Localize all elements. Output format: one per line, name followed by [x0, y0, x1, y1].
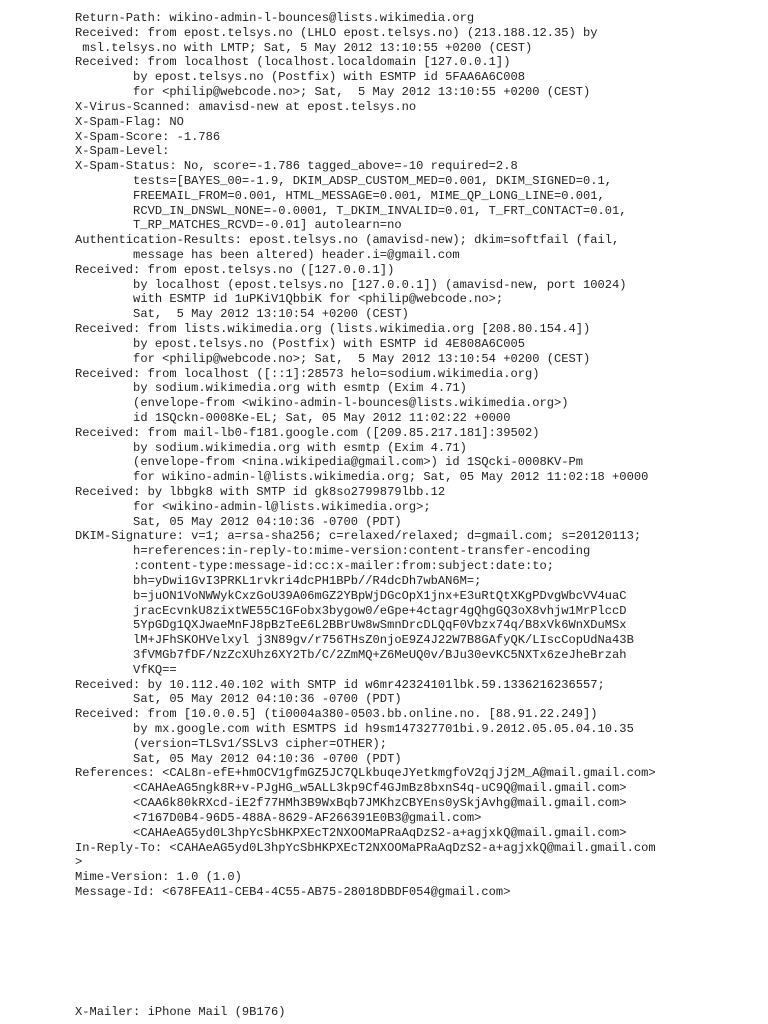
header-line: X-Spam-Score: -1.786 [75, 129, 221, 144]
header-line: Mime-Version: 1.0 (1.0) [75, 870, 242, 885]
header-line: Received: from localhost (localhost.localdomain [127.0.0.1]) [75, 55, 511, 70]
header-line: (envelope-from <wikino-admin-l-bounces@lists.wikimedia.org>) [75, 396, 569, 411]
header-line: by localhost (epost.telsys.no [127.0.0.1]) (amavisd-new, port 10024) [75, 277, 627, 292]
header-line: <7167D0B4-96D5-488A-8629-AF266391E0B3@gmail.com> [75, 810, 482, 825]
header-line: Received: from [10.0.0.5] (ti0004a380-0503.bb.online.no. [88.91.22.249]) [75, 707, 598, 722]
header-line: :content-type:message-id:cc:x-mailer:from:subject:date:to; [75, 559, 554, 574]
header-line: Sat, 05 May 2012 04:10:36 -0700 (PDT) [75, 692, 402, 707]
header-line: by sodium.wikimedia.org with esmtp (Exim 4.71) [75, 381, 467, 396]
header-line: Message-Id: <678FEA11-CEB4-4C55-AB75-28018DBDF054@gmail.com> [75, 884, 511, 899]
header-line: by sodium.wikimedia.org with esmtp (Exim 4.71) [75, 440, 467, 455]
header-line: Received: by 10.112.40.102 with SMTP id w6mr42324101lbk.59.1336216236557; [75, 677, 605, 692]
header-line: Received: from localhost ([::1]:28573 helo=sodium.wikimedia.org) [75, 366, 540, 381]
header-line: <CAA6k80kRXcd-iE2f77HMh3B9WxBqb7JMKhzCBYEns0ySkjAvhg@mail.gmail.com> [75, 796, 627, 811]
header-line: Received: from epost.telsys.no ([127.0.0.1]) [75, 262, 395, 277]
header-line: DKIM-Signature: v=1; a=rsa-sha256; c=relaxed/relaxed; d=gmail.com; s=20120113; [75, 529, 642, 544]
header-line: <CAHAeAG5yd0L3hpYcSbHKPXEcT2NXOOMaPRaAqDzS2-a+agjxkQ@mail.gmail.com> [75, 825, 627, 840]
header-line: for <philip@webcode.no>; Sat, 5 May 2012 13:10:54 +0200 (CEST) [75, 351, 591, 366]
header-line: Authentication-Results: epost.telsys.no (amavisd-new); dkim=softfail (fail, [75, 233, 620, 248]
header-line: Sat, 5 May 2012 13:10:54 +0200 (CEST) [75, 307, 409, 322]
header-line: Received: from mail-lb0-f181.google.com ([209.85.217.181]:39502) [75, 425, 540, 440]
header-line: message has been altered) header.i=@gmail.com [75, 248, 460, 262]
header-line: (envelope-from <nina.wikipedia@gmail.com>) id 1SQcki-0008KV-Pm [75, 455, 584, 470]
header-line: Sat, 05 May 2012 04:10:36 -0700 (PDT) [75, 514, 402, 529]
header-line: msl.telsys.no with LMTP; Sat, 5 May 2012 13:10:55 +0200 (CEST) [75, 40, 533, 55]
header-line: Return-Path: wikino-admin-l-bounces@lists.wikimedia.org [75, 11, 475, 25]
header-line: by epost.telsys.no (Postfix) with ESMTP id 5FAA6A6C008 [75, 70, 525, 85]
header-line: for <philip@webcode.no>; Sat, 5 May 2012 13:10:55 +0200 (CEST) [75, 85, 591, 100]
header-line: h=references:in-reply-to:mime-version:content-transfer-encoding [75, 544, 591, 559]
header-line: tests=[BAYES_00=-1.9, DKIM_ADSP_CUSTOM_MED=0.001, DKIM_SIGNED=0.1, [75, 173, 613, 188]
header-line: X-Virus-Scanned: amavisd-new at epost.telsys.no [75, 99, 417, 114]
header-line: Sat, 05 May 2012 04:10:36 -0700 (PDT) [75, 751, 402, 766]
header-line: Received: from epost.telsys.no (LHLO epost.telsys.no) (213.188.12.35) by [75, 25, 598, 40]
header-line: FREEMAIL_FROM=0.001, HTML_MESSAGE=0.001, MIME_QP_LONG_LINE=0.001, [75, 188, 605, 203]
header-line: T_RP_MATCHES_RCVD=-0.01] autolearn=no [75, 218, 402, 233]
header-line: 5YpGDg1QXJwaeMnFJ8pBzTeE6L2BBrUw8wSmnDrcDLQqF0Vbzx74q/B8xVk6WnXDuMSx [75, 618, 627, 633]
email-raw-headers [75, 11, 760, 900]
x-mailer-header-line: X-Mailer: iPhone Mail (9B176) [75, 1005, 286, 1019]
header-line: In-Reply-To: <CAHAeAG5yd0L3hpYcSbHKPXEcT2NXOOMaPRaAqDzS2-a+agjxkQ@mail.gmail.com [75, 840, 656, 855]
header-line: id 1SQckn-0008Ke-EL; Sat, 05 May 2012 11:02:22 +0000 [75, 410, 511, 425]
header-line: VfKQ== [75, 662, 177, 677]
header-line: X-Spam-Flag: NO [75, 114, 184, 129]
header-line: Received: by lbbgk8 with SMTP id gk8so2799879lbb.12 [75, 485, 446, 499]
header-line: by epost.telsys.no (Postfix) with ESMTP id 4E808A6C005 [75, 336, 525, 351]
header-line: by mx.google.com with ESMTPS id h9sm147327701bi.9.2012.05.05.04.10.35 [75, 722, 634, 736]
header-line: with ESMTP id 1uPKiV1QbbiK for <philip@webcode.no>; [75, 292, 504, 307]
header-line: for <wikino-admin-l@lists.wikimedia.org>; [75, 499, 431, 514]
header-line: 3fVMGb7fDF/NzZcXUhz6XY2Tb/C/2ZmMQ+Z6MeUQ0v/BJu30evKC5NXTx6zeJheBrzah [75, 647, 627, 662]
header-line: lM+JFhSKOHVelxyl j3N89gv/r756THsZ0njoE9Z4J22W7B8GAfyQK/LIscCopUdNa43B [75, 633, 634, 648]
header-line: > [75, 855, 83, 870]
header-line: for wikino-admin-l@lists.wikimedia.org; Sat, 05 May 2012 11:02:18 +0000 [75, 470, 649, 485]
header-line: Received: from lists.wikimedia.org (lists.wikimedia.org [208.80.154.4]) [75, 322, 591, 337]
header-line: X-Spam-Level: [75, 144, 170, 159]
header-line: (version=TLSv1/SSLv3 cipher=OTHER); [75, 736, 388, 751]
header-line: jracEcvnkU8zixtWE55C1GFobx3bygow0/eGpe+4ctagr4gQhgGQ3oX8vhjw1MrPlccD [75, 603, 627, 618]
header-line: b=juON1VoNWWykCxzGoU39A06mGZ2YBpWjDGcOpX1jnx+E3uRtQtXKgPDvgWbcVV4uaC [75, 588, 627, 603]
header-line: bh=yDwi1GvI3PRKL1rvkri4dcPH1BPb//R4dcDh7wbAN6M=; [75, 573, 482, 588]
header-line: X-Spam-Status: No, score=-1.786 tagged_above=-10 required=2.8 [75, 159, 518, 174]
header-line: References: <CAL8n-efE+hmOCV1gfmGZ5JC7QLkbuqeJYetkmgfoV2qjJj2M_A@mail.gmail.com> [75, 766, 656, 781]
header-line: RCVD_IN_DNSWL_NONE=-0.0001, T_DKIM_INVALID=0.01, T_FRT_CONTACT=0.01, [75, 203, 627, 218]
header-line: <CAHAeAG5ngk8R+v-PJgHG_w5ALL3kp9Cf4GJmBz8bxnS4q-uC9Q@mail.gmail.com> [75, 781, 627, 796]
